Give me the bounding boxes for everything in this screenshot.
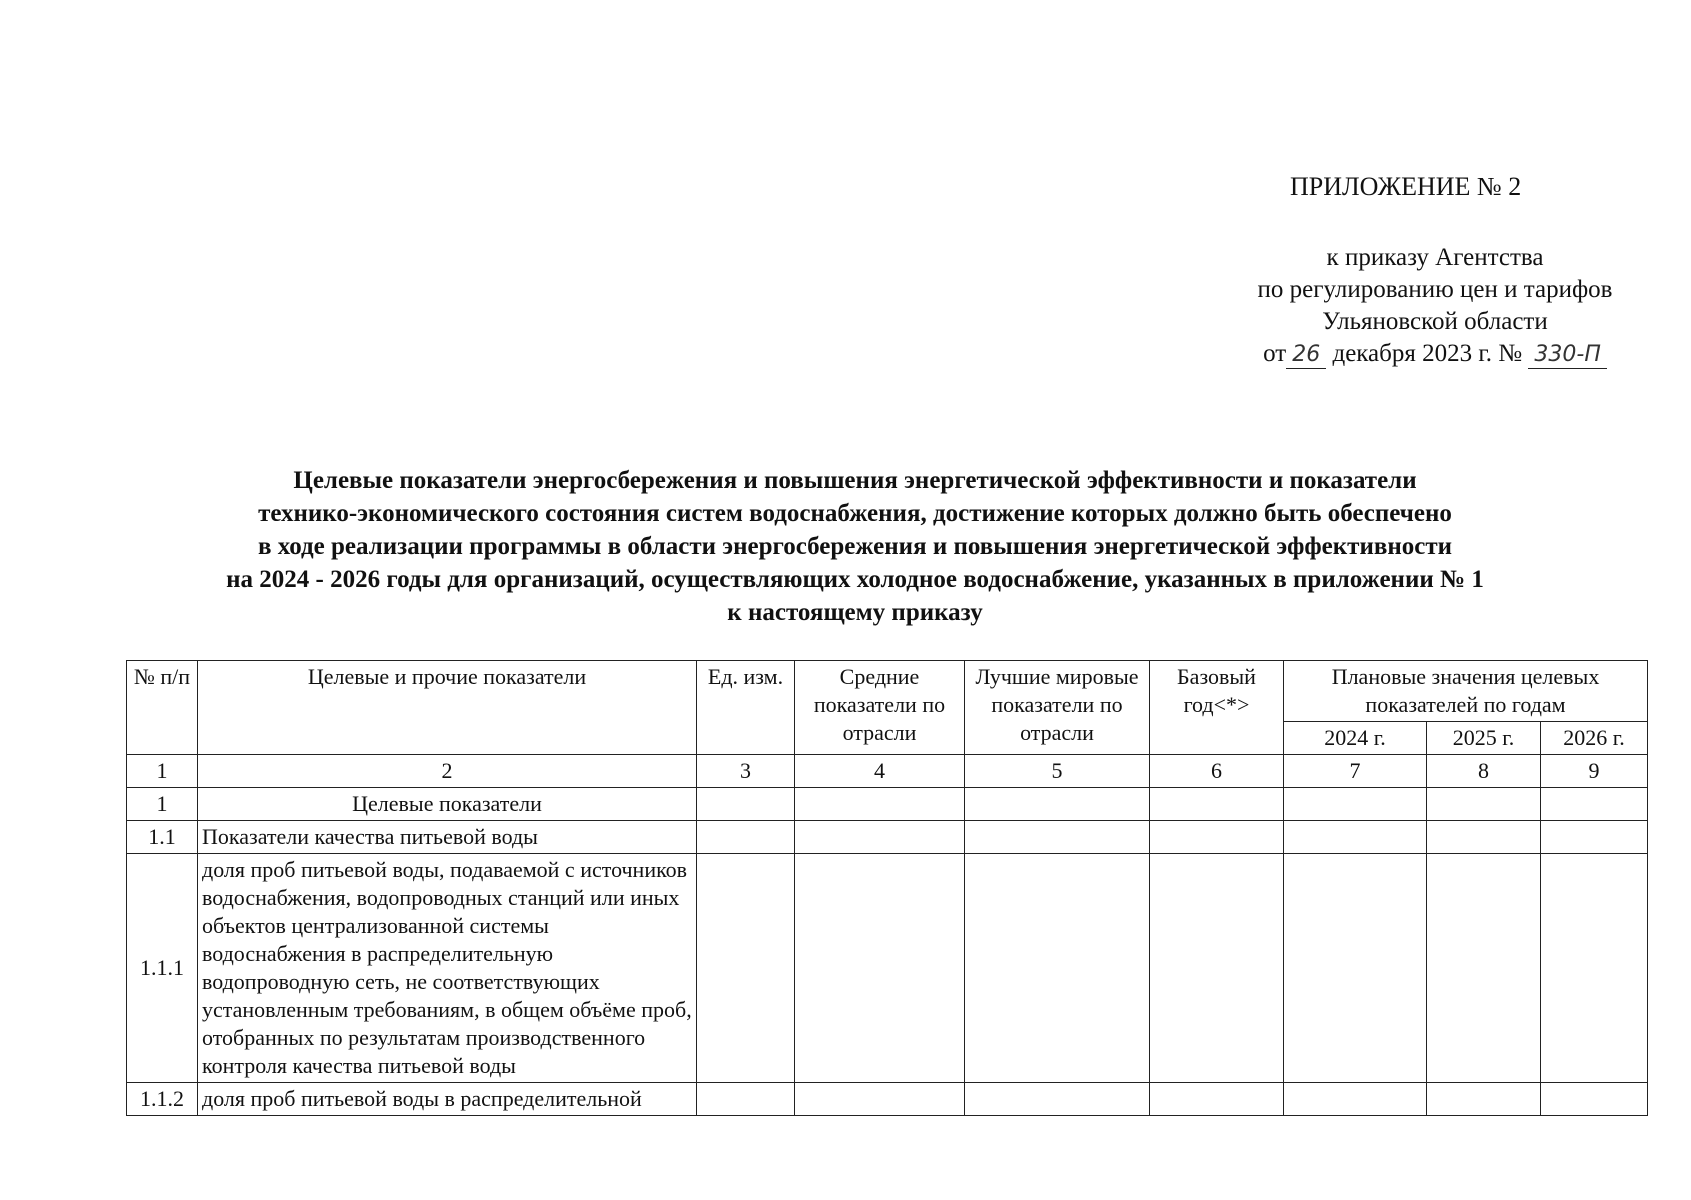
title-line: технико-экономического состояния систем водоснабжения, достижение которых должно быть обеспечено	[258, 500, 1452, 527]
header-base-year: Базовый год<*>	[1150, 661, 1284, 755]
row-num: 1.1.2	[127, 1083, 198, 1116]
header-row	[127, 661, 1648, 722]
title-line: к настоящему приказу	[727, 599, 983, 626]
col-number: 7	[1284, 755, 1427, 788]
col-number: 1	[127, 755, 198, 788]
col-number: 3	[697, 755, 795, 788]
title-line: Целевые показатели энергосбережения и повышения энергетической эффективности и показатели	[293, 467, 1417, 494]
order-reference	[1180, 242, 1690, 370]
order-number-handwritten: 330-П	[1528, 342, 1606, 369]
header-year-2024: 2024 г.	[1284, 722, 1427, 755]
title-line: на 2024 - 2026 годы для организаций, осуществляющих холодное водоснабжение, указанных в приложении № 1	[226, 566, 1484, 593]
header-year-2025: 2025 г.	[1427, 722, 1541, 755]
col-number: 2	[198, 755, 697, 788]
date-day-handwritten: 26	[1286, 342, 1326, 369]
col-number: 5	[965, 755, 1150, 788]
order-date-line	[1180, 338, 1690, 370]
ref-line: по регулированию цен и тарифов	[1257, 276, 1613, 303]
table-row	[127, 821, 1648, 854]
header-year-2026: 2026 г.	[1541, 722, 1648, 755]
col-number: 9	[1541, 755, 1648, 788]
table-row	[127, 1083, 1648, 1116]
header-plan: Плановые значения целевых показателей по годам	[1284, 661, 1648, 722]
table-row	[127, 788, 1648, 821]
col-number: 4	[795, 755, 965, 788]
indicators-table	[126, 660, 1648, 1116]
header-best: Лучшие мировые показатели по отрасли	[965, 661, 1150, 755]
header-indicator: Целевые и прочие показатели	[198, 661, 697, 755]
header-avg: Средние показатели по отрасли	[795, 661, 965, 755]
header-num: № п/п	[127, 661, 198, 755]
date-prefix: от	[1263, 340, 1287, 367]
header-unit: Ед. изм.	[697, 661, 795, 755]
ref-line: Ульяновской области	[1322, 308, 1548, 335]
col-number: 6	[1150, 755, 1284, 788]
ref-line: к приказу Агентства	[1326, 244, 1544, 271]
date-rest: декабря 2023 г. №	[1332, 340, 1523, 367]
table-row	[127, 854, 1648, 1083]
row-num: 1	[127, 788, 198, 821]
row-num: 1.1	[127, 821, 198, 854]
row-text: Целевые показатели	[198, 788, 697, 821]
row-text: доля проб питьевой воды в распределительной	[198, 1083, 697, 1116]
document-title	[110, 464, 1600, 629]
row-text: доля проб питьевой воды, подаваемой с источников водоснабжения, водопроводных станций или иных объектов централизованной системы водоснабжения в распределительную водопроводную сеть, не соответствующих установленным требованиям, в общем объёме проб, отобранных по результатам производственного контроля качества питьевой воды	[198, 854, 697, 1083]
appendix-title: ПРИЛОЖЕНИЕ № 2	[1290, 172, 1522, 201]
row-text: Показатели качества питьевой воды	[198, 821, 697, 854]
title-line: в ходе реализации программы в области энергосбережения и повышения энергетической эффективности	[257, 533, 1453, 560]
col-number: 8	[1427, 755, 1541, 788]
row-num: 1.1.1	[127, 854, 198, 1083]
column-numbers-row	[127, 755, 1648, 788]
